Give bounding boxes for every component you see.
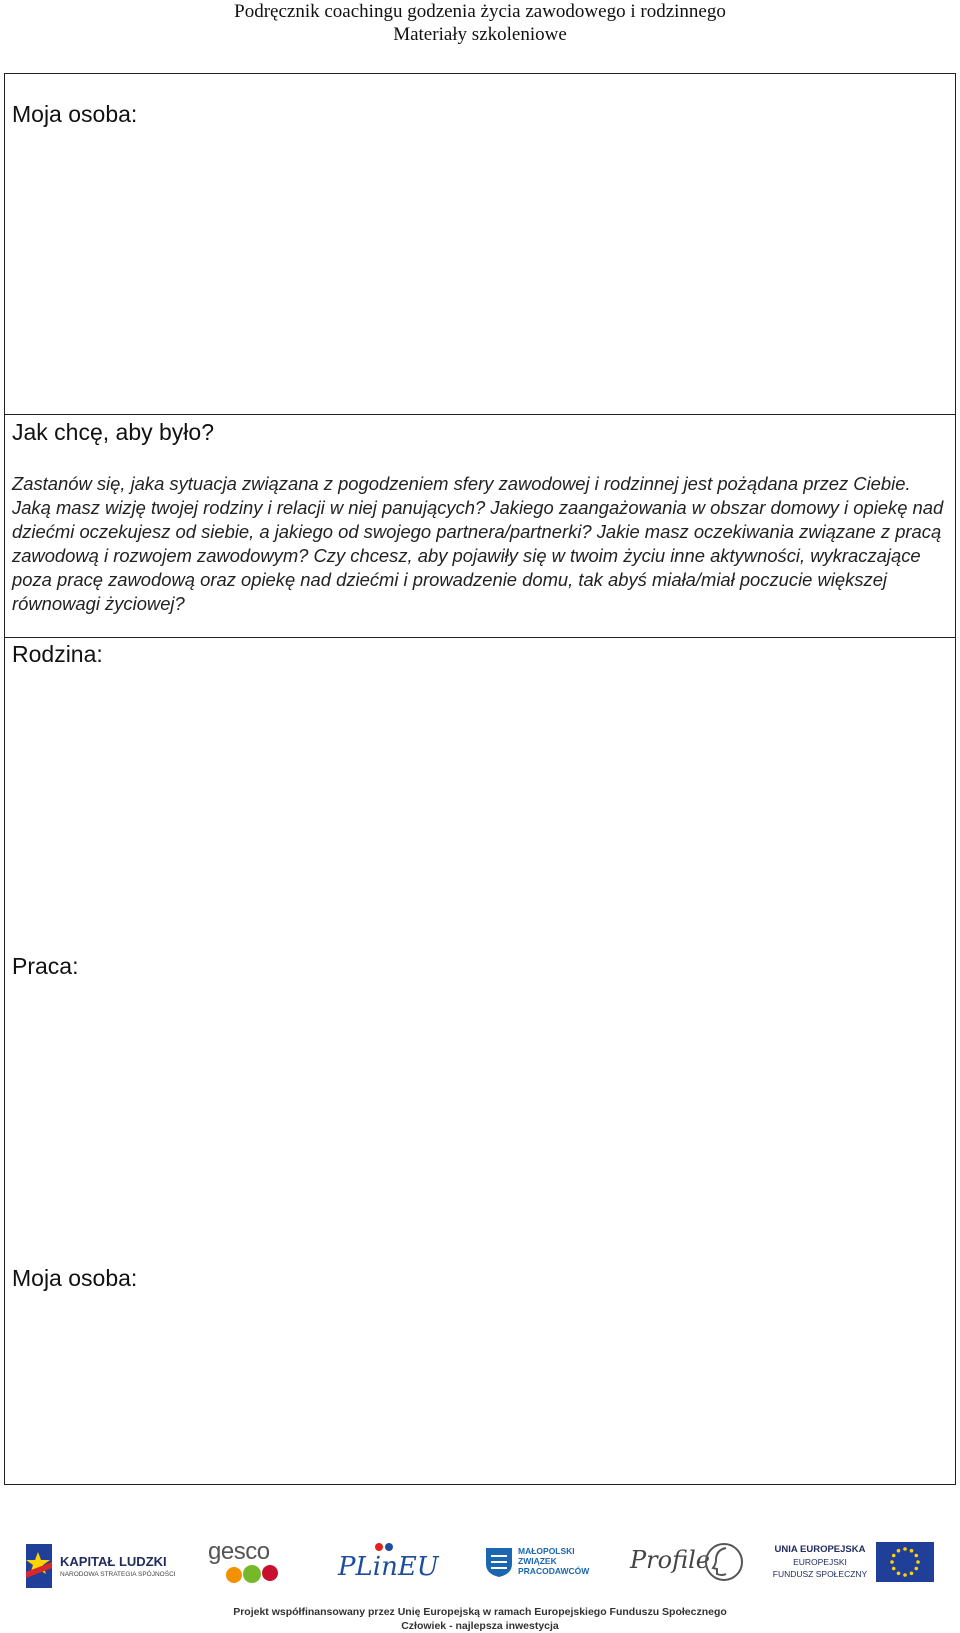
section-title-moja-osoba-bottom: Moja osoba: bbox=[12, 1265, 138, 1291]
plineu-logo bbox=[338, 1542, 438, 1586]
malopolski-zwiazek-logo bbox=[484, 1544, 594, 1584]
footer-funding-note: Projekt współfinansowany przez Unię Europejską w ramach Europejskiego Funduszu Społecznego bbox=[233, 1606, 727, 1618]
malopolski-line3: PRACODAWCÓW bbox=[518, 1566, 590, 1576]
ue-line2: EUROPEJSKI bbox=[793, 1557, 847, 1567]
section-title-jak-chce: Jak chcę, aby było? bbox=[12, 419, 215, 445]
header-title: Podręcznik coachingu godzenia życia zawodowego i rodzinnego bbox=[234, 1, 726, 22]
kapital-ludzki-title: KAPITAŁ LUDZKI bbox=[60, 1554, 167, 1569]
ue-line1: UNIA EUROPEJSKA bbox=[774, 1544, 866, 1555]
gesco-wordmark: gesco bbox=[208, 1538, 270, 1565]
footer-slogan: Człowiek - najlepsza inwestycja bbox=[401, 1620, 559, 1632]
kapital-ludzki-star-icon bbox=[24, 1542, 54, 1590]
section-title-moja-osoba-top: Moja osoba: bbox=[12, 101, 138, 127]
header-subtitle: Materiały szkoleniowe bbox=[393, 24, 567, 45]
malopolski-text bbox=[518, 1546, 589, 1576]
ue-text bbox=[770, 1544, 870, 1580]
malopolski-line1: MAŁOPOLSKI bbox=[518, 1546, 575, 1556]
eu-flag-icon bbox=[876, 1542, 934, 1582]
section-divider bbox=[4, 414, 956, 415]
ue-line3: FUNDUSZ SPOŁECZNY bbox=[772, 1569, 868, 1579]
section-title-praca: Praca: bbox=[12, 953, 79, 979]
malopolski-shield-icon bbox=[484, 1546, 514, 1578]
instruction-text: Zastanów się, jaka sytuacja związana z pogodzeniem sfery zawodowej i rodzinnej jest pożądana przez Ciebie. Jaką masz wizję twojej rodziny i relacji w niej panujących? Jakiego zaangażowania w obszar domowy i opiekę nad dziećmi oczekujesz od siebie, a jakiego od swojego partnera/partnerki? Jakie masz oczekiwania związane z pracą zawodową i rozwojem zawodowym? Czy chcesz, aby pojawiły się w twoim życiu inne aktywności, wykraczające poza pracę zawodową oraz opiekę nad dziećmi i prowadzenie domu, tak abyś miała/miał poczucie większej równowagi życiowej? bbox=[12, 473, 944, 614]
profile-head-icon bbox=[704, 1540, 744, 1584]
profile-logo bbox=[630, 1540, 745, 1586]
unia-europejska-logo bbox=[770, 1540, 940, 1588]
form-frame bbox=[4, 73, 956, 1485]
profile-wordmark: Profile bbox=[630, 1546, 710, 1574]
plineu-wordmark: PLinEU bbox=[338, 1552, 439, 1582]
malopolski-line2: ZWIĄZEK bbox=[518, 1556, 557, 1566]
section-title-rodzina: Rodzina: bbox=[12, 641, 103, 667]
gesco-dots-icon bbox=[208, 1564, 288, 1586]
kapital-ludzki-logo bbox=[24, 1540, 174, 1592]
kapital-ludzki-subtitle: NARODOWA STRATEGIA SPÓJNOŚCI bbox=[60, 1571, 176, 1578]
section-divider bbox=[4, 637, 956, 638]
sponsor-logos bbox=[0, 1530, 960, 1600]
gesco-logo bbox=[208, 1538, 298, 1588]
